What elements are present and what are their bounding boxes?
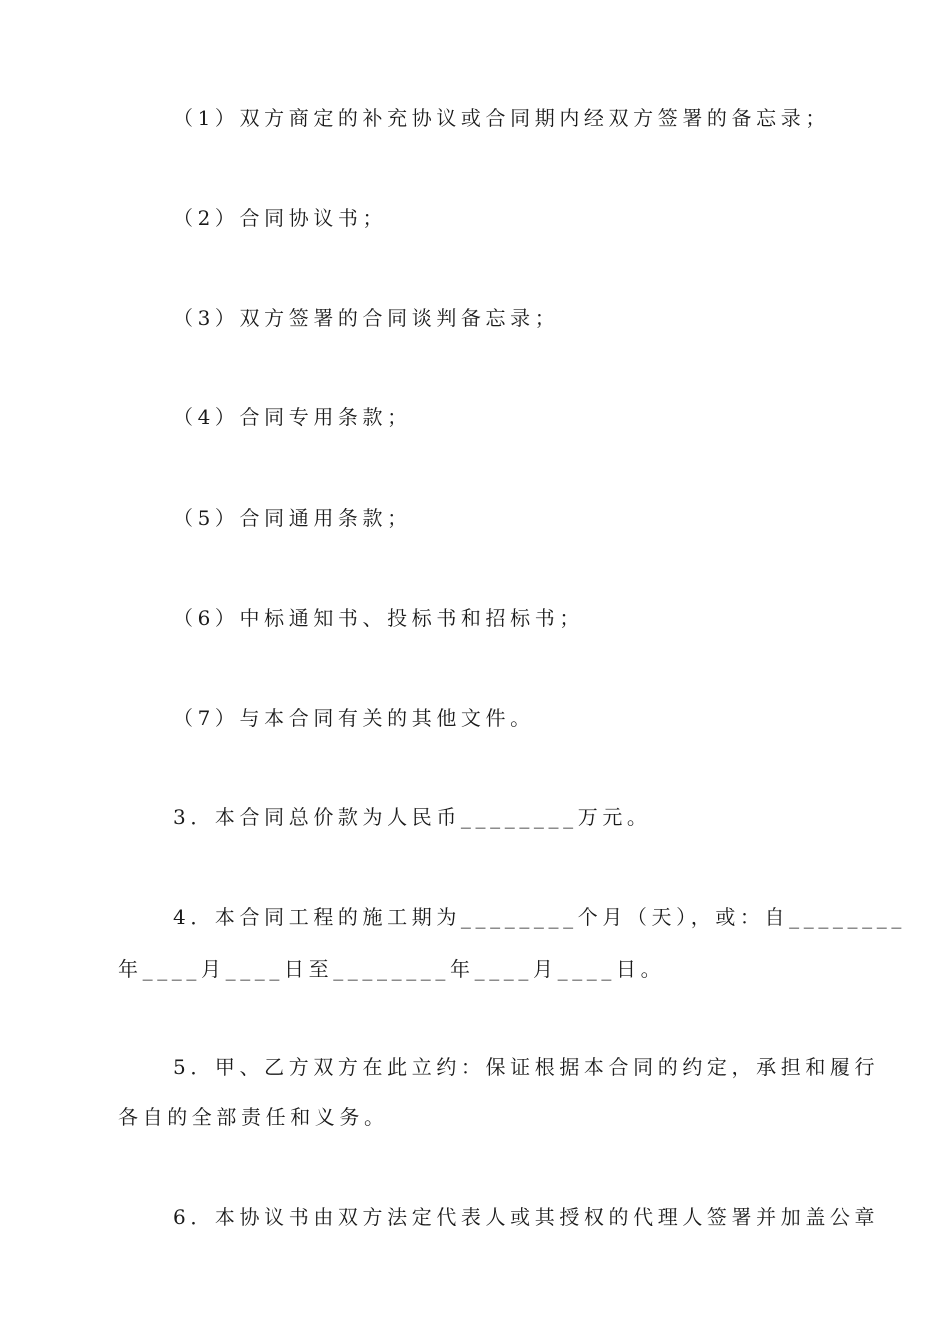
list-item-1: （1）双方商定的补充协议或合同期内经双方签署的备忘录；	[173, 106, 830, 130]
clause-3: 3．本合同总价款为人民币________万元。	[173, 805, 652, 829]
list-item-5: （5）合同通用条款；	[173, 506, 412, 530]
clause-5-line-1: 5．甲、乙方双方在此立约：保证根据本合同的约定，承担和履行	[173, 1055, 880, 1079]
clause-6-line-1: 6．本协议书由双方法定代表人或其授权的代理人签署并加盖公章	[173, 1205, 880, 1229]
list-item-7: （7）与本合同有关的其他文件。	[173, 706, 535, 730]
list-item-4: （4）合同专用条款；	[173, 405, 412, 429]
list-item-2: （2）合同协议书；	[173, 206, 388, 230]
clause-5-line-2: 各自的全部责任和义务。	[118, 1105, 389, 1129]
list-item-3: （3）双方签署的合同谈判备忘录；	[173, 306, 560, 330]
list-item-6: （6）中标通知书、投标书和招标书；	[173, 606, 584, 630]
clause-4-line-2: 年____月____日至________年____月____日。	[118, 957, 666, 981]
clause-4-line-1: 4．本合同工程的施工期为________个月（天），或：自________	[173, 905, 906, 929]
